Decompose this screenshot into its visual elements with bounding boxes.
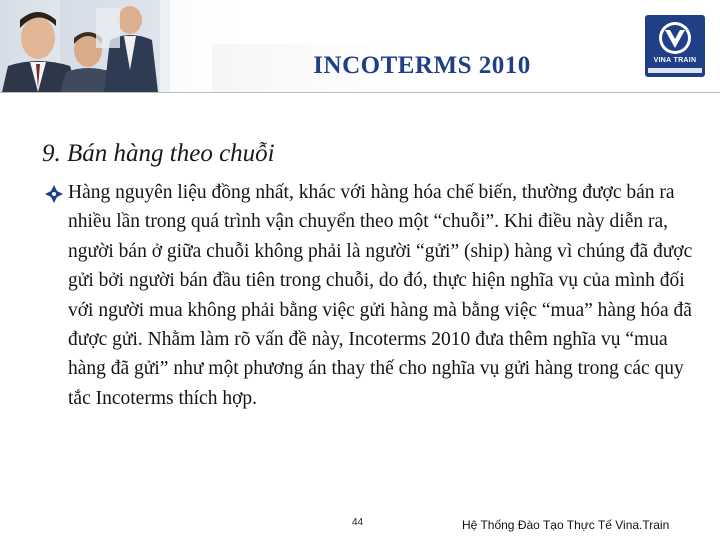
header-divider	[0, 92, 720, 93]
logo-text: VINA TRAIN	[653, 57, 697, 64]
vina-train-logo	[638, 10, 712, 84]
page-number: 44	[352, 517, 364, 528]
bullet-paragraph: Hàng nguyên liệu đồng nhất, khác với hàng hóa chế biến, thường được bán ra nhiều lần trong quá trình vận chuyển theo một “chuỗi”. Khi điều này diễn ra, người bán ở giữa chuỗi không phải là người “gửi” (ship) hàng vì chúng đã được gửi bởi người bán đầu tiên trong chuỗi, do đó, thực hiện nghĩa vụ của mình đối với người mua không phải bằng việc gửi hàng mà bằng việc “mua” hàng hóa đã được gửi. Nhằm làm rõ vấn đề này, Incoterms 2010 đưa thêm nghĩa vụ “mua hàng đã gửi” như một phương án thay thế cho nghĩa vụ gửi hàng trong các quy tắc Incoterms thích hợp.	[68, 182, 693, 409]
slide-header	[0, 0, 720, 92]
page-title: INCOTERMS 2010	[313, 52, 531, 79]
vina-train-logo-icon	[638, 10, 712, 84]
diamond-bullet-icon	[44, 184, 64, 204]
slide-heading: 9. Bán hàng theo chuỗi	[42, 140, 275, 167]
footer-organization: Hệ Thống Đào Tạo Thực Tế Vina.Train	[462, 518, 670, 532]
